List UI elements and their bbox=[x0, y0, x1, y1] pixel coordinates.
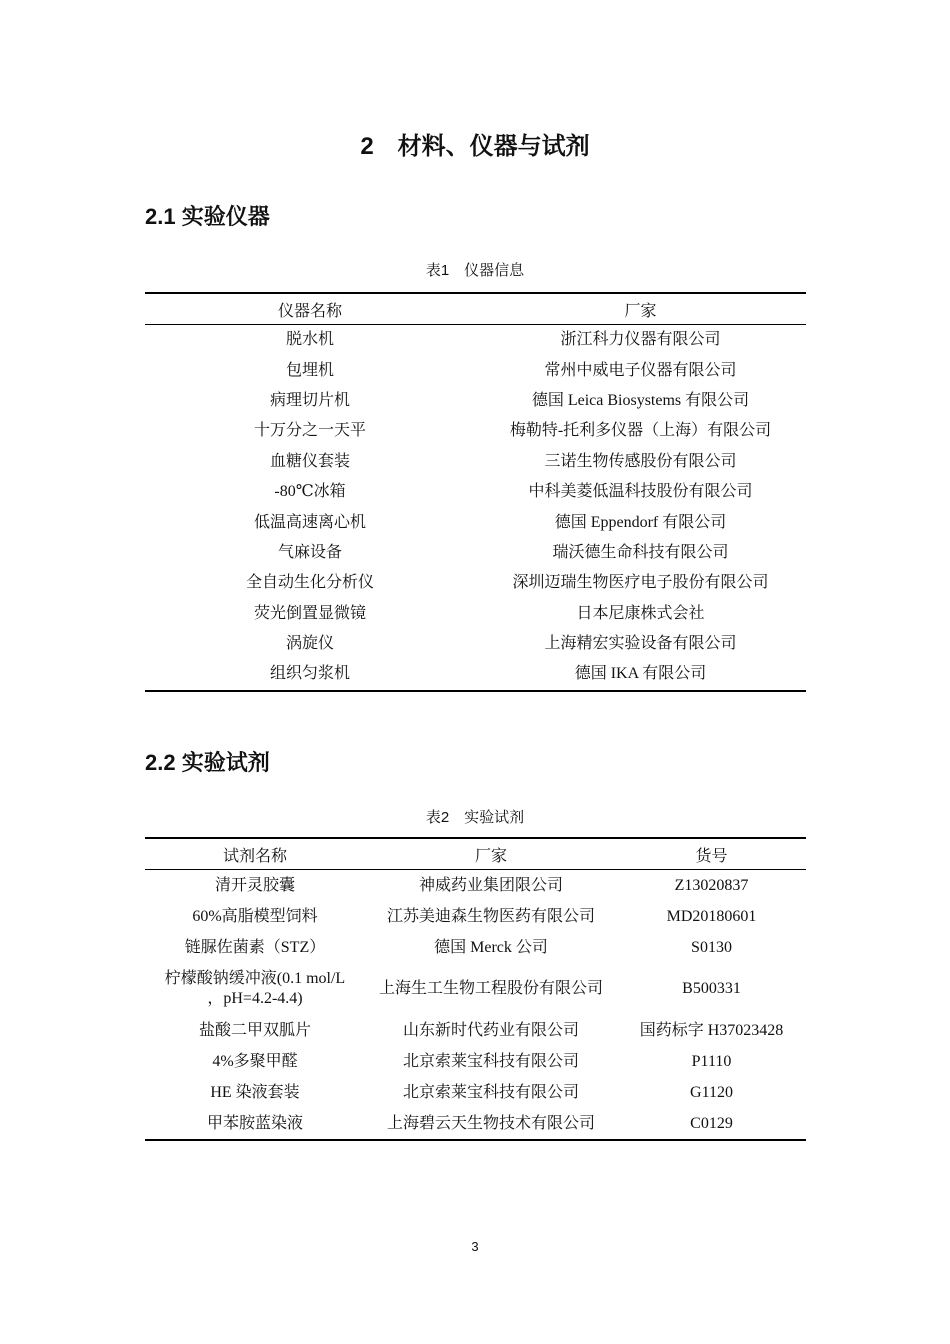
reagent-name-cell: HE 染液套装 bbox=[210, 1083, 300, 1101]
table2-caption: 表2 实验试剂 bbox=[425, 809, 525, 826]
reagent-name-cell: 链脲佐菌素（STZ） bbox=[184, 938, 326, 956]
table-row bbox=[145, 507, 806, 537]
table-row bbox=[145, 1046, 806, 1077]
table-row bbox=[145, 447, 806, 477]
table-row bbox=[145, 963, 806, 1015]
table-row bbox=[145, 932, 806, 963]
manufacturer-cell: 山东新时代药业有限公司 bbox=[402, 1021, 579, 1039]
reagent-name-cell: 柠檬酸钠缓冲液(0.1 mol/L ，pH=4.2-4.4) bbox=[164, 970, 346, 1007]
table-row bbox=[145, 477, 806, 507]
reagent-name-cell: 4%多聚甲醛 bbox=[212, 1052, 298, 1070]
table-row bbox=[145, 386, 806, 416]
section-title-reagents: 2.2 实验试剂 bbox=[145, 750, 270, 775]
table-header-row bbox=[145, 293, 806, 325]
instrument-name-cell: 全自动生化分析仪 bbox=[245, 574, 374, 592]
manufacturer-cell: 北京索莱宝科技有限公司 bbox=[402, 1083, 579, 1101]
table-row bbox=[145, 870, 806, 902]
catalog-number-cell: S0130 bbox=[691, 938, 732, 956]
column-header: 仪器名称 bbox=[145, 293, 475, 325]
reagent-name-cell: 60%高脂模型饲料 bbox=[192, 907, 318, 925]
instrument-name-cell: 荧光倒置显微镜 bbox=[253, 604, 366, 622]
table-row bbox=[145, 659, 806, 690]
instrument-name-cell: 脱水机 bbox=[285, 331, 334, 349]
instrument-name-cell: 血糖仪套装 bbox=[269, 452, 350, 470]
manufacturer-cell: 瑞沃德生命科技有限公司 bbox=[552, 543, 729, 561]
reagent-name-cell: 清开灵胶囊 bbox=[214, 876, 295, 894]
column-header: 试剂名称 bbox=[145, 838, 365, 870]
table-row bbox=[145, 1077, 806, 1108]
manufacturer-cell: 德国 Merck 公司 bbox=[434, 938, 548, 956]
catalog-number-cell: MD20180601 bbox=[666, 907, 757, 925]
table-row bbox=[145, 901, 806, 932]
catalog-number-cell: Z13020837 bbox=[674, 876, 749, 894]
page-number: 3 bbox=[471, 1239, 479, 1254]
instrument-name-cell: -80℃冰箱 bbox=[274, 483, 346, 501]
instrument-name-cell: 气麻设备 bbox=[277, 543, 342, 561]
table1-caption: 表1 仪器信息 bbox=[425, 262, 525, 279]
table-row bbox=[145, 325, 806, 356]
column-header: 货号 bbox=[617, 838, 806, 870]
reagent-table bbox=[145, 837, 806, 1141]
reagent-name-cell: 甲苯胺蓝染液 bbox=[206, 1114, 303, 1132]
manufacturer-cell: 上海精宏实验设备有限公司 bbox=[544, 635, 737, 653]
manufacturer-cell: 德国 Eppendorf 有限公司 bbox=[554, 513, 727, 531]
catalog-number-cell: B500331 bbox=[682, 980, 741, 997]
table-row bbox=[145, 568, 806, 598]
table-row bbox=[145, 629, 806, 659]
manufacturer-cell: 上海碧云天生物技术有限公司 bbox=[386, 1114, 595, 1132]
instrument-name-cell: 涡旋仪 bbox=[285, 635, 334, 653]
manufacturer-cell: 德国 Leica Biosystems 有限公司 bbox=[531, 391, 750, 409]
manufacturer-cell: 常州中威电子仪器有限公司 bbox=[544, 361, 737, 379]
table-row bbox=[145, 599, 806, 629]
column-header: 厂家 bbox=[365, 838, 617, 870]
instrument-name-cell: 十万分之一天平 bbox=[253, 422, 366, 440]
manufacturer-cell: 北京索莱宝科技有限公司 bbox=[402, 1052, 579, 1070]
manufacturer-cell: 日本尼康株式会社 bbox=[576, 604, 705, 622]
catalog-number-cell: C0129 bbox=[690, 1114, 733, 1132]
table-row bbox=[145, 1015, 806, 1046]
manufacturer-cell: 德国 IKA 有限公司 bbox=[574, 665, 707, 683]
instrument-name-cell: 组织匀浆机 bbox=[269, 665, 350, 683]
manufacturer-cell: 浙江科力仪器有限公司 bbox=[560, 331, 721, 349]
instrument-name-cell: 病理切片机 bbox=[269, 391, 350, 409]
catalog-number-cell: P1110 bbox=[691, 1052, 732, 1070]
manufacturer-cell: 中科美菱低温科技股份有限公司 bbox=[528, 483, 753, 501]
instrument-name-cell: 低温高速离心机 bbox=[253, 513, 366, 531]
manufacturer-cell: 深圳迈瑞生物医疗电子股份有限公司 bbox=[512, 574, 769, 592]
table-row bbox=[145, 416, 806, 446]
manufacturer-cell: 梅勒特-托利多仪器（上海）有限公司 bbox=[509, 422, 772, 440]
manufacturer-cell: 上海生工生物工程股份有限公司 bbox=[378, 980, 603, 997]
manufacturer-cell: 三诺生物传感股份有限公司 bbox=[544, 452, 737, 470]
table-header-row bbox=[145, 838, 806, 870]
manufacturer-cell: 江苏美迪森生物医药有限公司 bbox=[386, 907, 595, 925]
chapter-title: 2 材料、仪器与试剂 bbox=[360, 133, 590, 160]
table-row bbox=[145, 1108, 806, 1140]
manufacturer-cell: 神威药业集团限公司 bbox=[418, 876, 563, 894]
catalog-number-cell: 国药标字 H37023428 bbox=[639, 1021, 784, 1039]
table-row bbox=[145, 355, 806, 385]
instrument-name-cell: 包埋机 bbox=[285, 361, 334, 379]
section-title-instruments: 2.1 实验仪器 bbox=[145, 204, 270, 229]
reagent-name-cell: 盐酸二甲双胍片 bbox=[198, 1021, 311, 1039]
catalog-number-cell: G1120 bbox=[690, 1083, 733, 1101]
column-header: 厂家 bbox=[475, 293, 806, 325]
instrument-table bbox=[145, 292, 806, 692]
table-row bbox=[145, 538, 806, 568]
